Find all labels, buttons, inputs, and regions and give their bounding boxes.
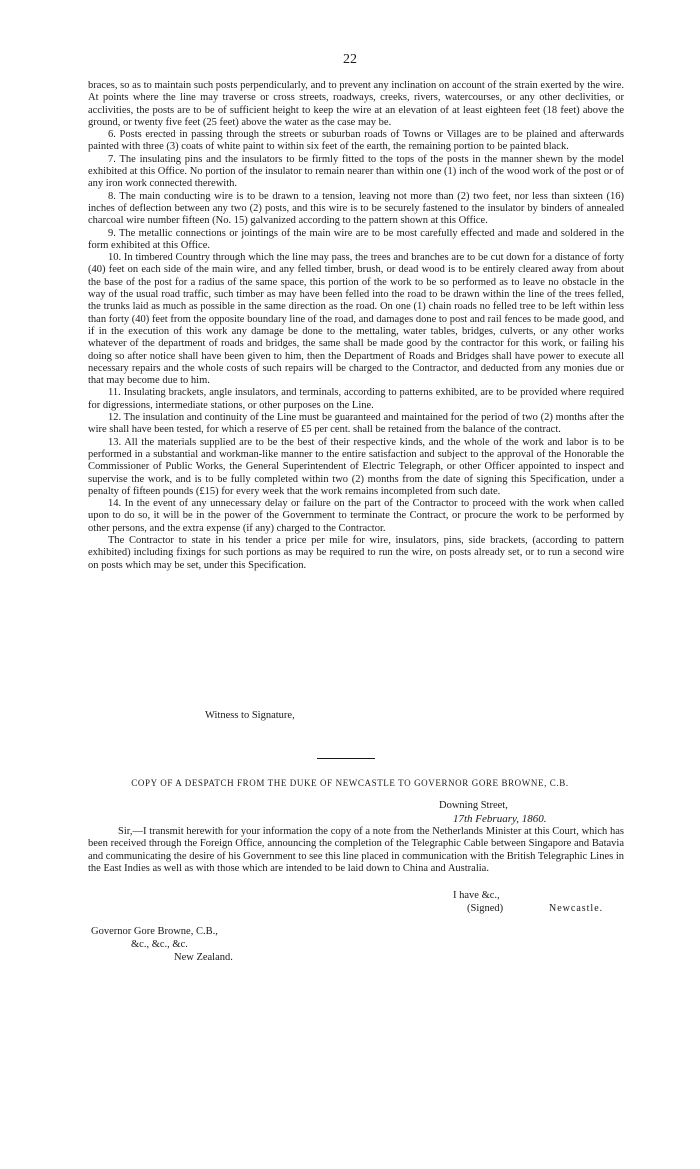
despatch-heading: COPY OF A DESPATCH FROM THE DUKE OF NEWCASTLE TO GOVERNOR GORE BROWNE, C.B.: [131, 778, 569, 788]
paragraph: 8. The main conducting wire is to be drawn to a tension, leaving not more than (2) two feet, nor less than sixteen (16) inches of deflection between any two (2) posts, and this wire is to be securely fastened to the insulator by binders of annealed charcoal wire number fifteen (No. 15) galvanized according to the pattern shown at this Office.: [88, 190, 624, 227]
despatch-closing: I have &c.,: [453, 890, 500, 901]
despatch-body: Sir,—I transmit herewith for your information the copy of a note from the Netherlands Minister at this Court, which has been received through the Foreign Office, announcing the completion of the Telegraphic Cable between Singapore and Batavia and communicating the desire of his Government to see this line placed in communication with the British Telegraphic Lines in the East Indies as well as with those which are intended to be laid down to China and Australia.: [88, 826, 624, 874]
paragraph: 11. Insulating brackets, angle insulators, and terminals, according to patterns exhibited, are to be provided where required for digressions, intermediate stations, or other purposes on the Line.: [88, 387, 624, 411]
paragraph: 12. The insulation and continuity of the Line must be guaranteed and maintained for the period of two (2) months after the wire shall have been tested, for which a reserve of £5 per cent. shall be retained from the balance of the contract.: [88, 412, 624, 436]
paragraph: 10. In timbered Country through which the line may pass, the trees and branches are to be cut down for a distance of forty (40) feet on each side of the main wire, and any felled timber, brush, or dead wood is to be entirely cleared away from about the base of the post for a radius of the same space, this portion of the work to be so performed as to leave no obstacle in the way of the usual road traffic, such timber as may have been felled into the road to be drawn within the line of the trees felled, the trunks laid as much as possible in the same direction as the road. On one (1) chain roads no felled tree to be left within less than forty (40) feet from the opposite boundary line of the road, and damages done to post and rail fences to be made good, and if in the execution of this work any damage be done to the mettaling, water tables, bridges, culverts, or any other works whatever of the department of roads and bridges, the same shall be made good by the contractor for this work, or failing his doing so after notice shall have been given to him, then the Department of Roads and Bridges shall have power to execute all necessary repairs and the whole costs of such repairs will be charged to the Contractor, and deducted from any monies due or that may become due to him.: [88, 252, 624, 387]
section-divider: [317, 758, 375, 759]
despatch-date: 17th February, 1860.: [453, 813, 547, 825]
paragraph: 6. Posts erected in passing through the streets or suburban roads of Towns or Villages are to be plained and afterwards painted with three (3) coats of white paint to within six feet of the earth, the remaining portion to be painted black.: [88, 129, 624, 153]
paragraph: 14. In the event of any unnecessary delay or failure on the part of the Contractor to proceed with the work when called upon to do so, it will be in the power of the Government to terminate the Contract, or procure the work to be performed by other persons, and the extra expense (if any) charged to the Contractor.: [88, 498, 624, 534]
paragraph: 9. The metallic connections or jointings of the main wire are to be most carefully effected and made and soldered in the form exhibited at this Office.: [88, 227, 624, 251]
addressee-line: New Zealand.: [174, 952, 233, 963]
paragraph: 7. The insulating pins and the insulators to be firmly fitted to the tops of the posts in the manner shewn by the model exhibited at this Office. No portion of the insulator to remain nearer than within one (1) inch of the wood work of the post or of any iron work connected therewith.: [88, 153, 624, 190]
despatch-place: Downing Street,: [439, 800, 508, 811]
paragraph: The Contractor to state in his tender a price per mile for wire, insulators, pins, side brackets, (according to pattern exhibited) including fixings for such portions as may be required to run the wire, on posts already set, or to run a second wire on posts which may be set, under this Specification.: [88, 534, 624, 571]
addressee-line: &c., &c., &c.: [131, 939, 188, 950]
paragraph: braces, so as to maintain such posts perpendicularly, and to prevent any inclination on account of the strain exerted by the wire. At points where the line may traverse or cross streets, roadways, creeks, rivers, watercourses, or any other declivities, or acclivities, the posts are to be of sufficient height to keep the wire at an elevation of at least eighteen feet (18 feet) above the ground, or twenty five feet (25 feet) above the water as the case may be.: [88, 80, 624, 128]
addressee-line: Governor Gore Browne, C.B.,: [91, 926, 218, 937]
specification-text: [88, 80, 624, 572]
despatch-signed: (Signed): [467, 903, 504, 914]
page-number: 22: [343, 52, 357, 67]
paragraph: 13. All the materials supplied are to be the best of their respective kinds, and the whole of the work and labor is to be performed in a substantial and workman-like manner to the entire satisfaction and subject to the approval of the Honorable the Commissioner of Public Works, the General Superintendent of Electric Telegraph, or other Officer appointed to inspect and supervise the work, and is to be fully completed within two (2) months from the date of signing this Specification, under a penalty of fifteen pounds (£15) for every week that the work remains incompleted from such date.: [88, 436, 624, 497]
despatch-signer: Newcastle.: [549, 903, 604, 914]
witness-line: Witness to Signature,: [205, 710, 295, 721]
